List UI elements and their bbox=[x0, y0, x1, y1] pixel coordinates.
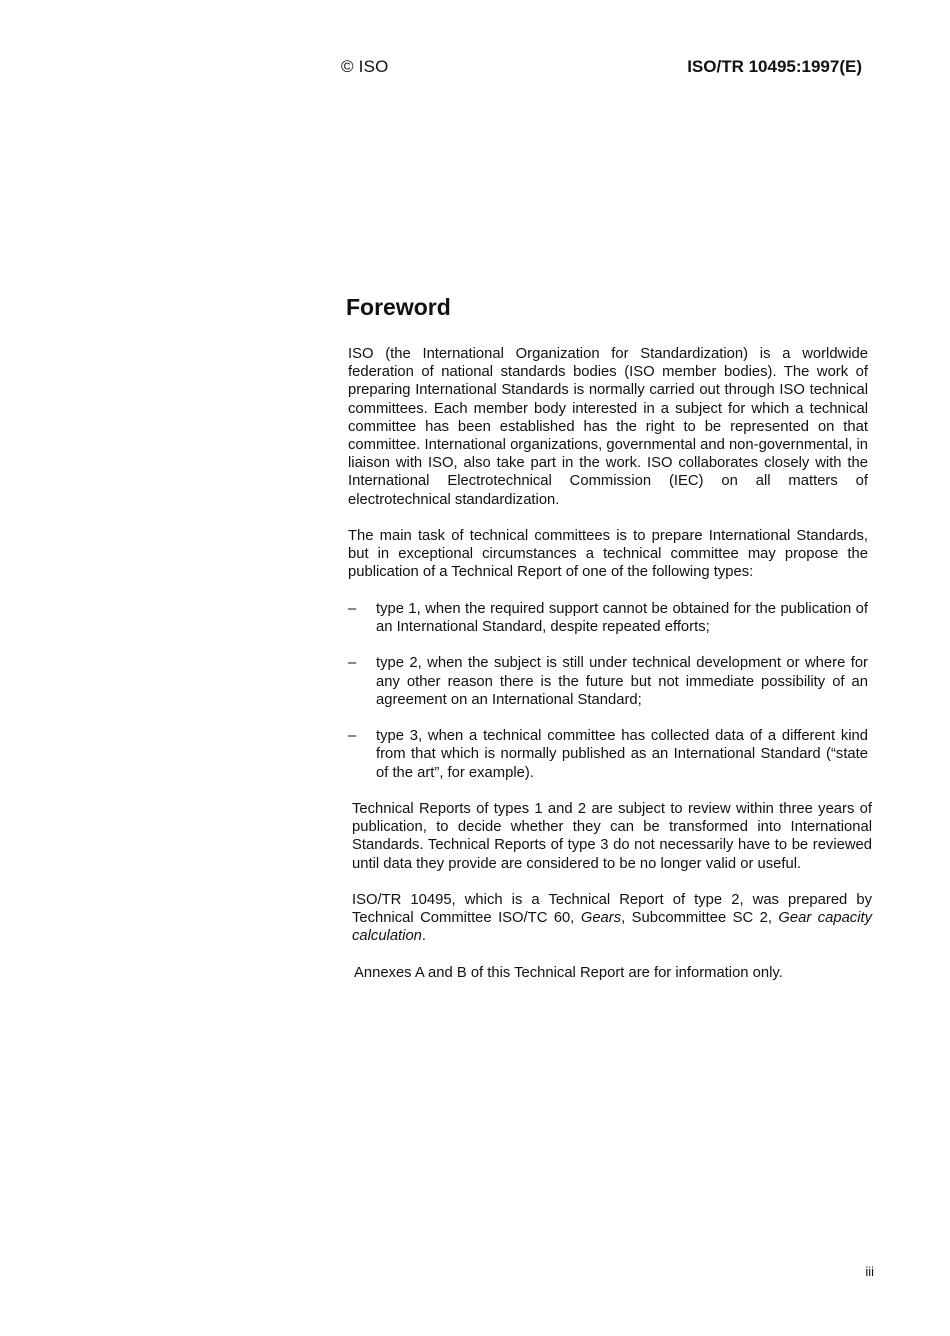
list-item bbox=[348, 727, 868, 782]
preparation-text: ISO/TR 10495, which is a Technical Report of type 2, was prepared by Technical Committee ISO/TC 60, bbox=[352, 892, 872, 927]
list-item-text: type 3, when a technical committee has collected data of a different kind from that which is normally published as an International Standard (“state of the art”, for example). bbox=[376, 728, 868, 781]
preparation-text: . bbox=[421, 928, 427, 945]
subcommittee-name: Gear capacity calculation bbox=[352, 910, 872, 945]
list-item bbox=[348, 600, 868, 636]
dash-bullet: – bbox=[348, 655, 357, 672]
foreword-body bbox=[348, 345, 872, 1000]
page-title: Foreword bbox=[346, 294, 451, 320]
paragraph-main-task: The main task of technical committees is to prepare International Standards, but in exceptional circumstances a technical committee may propose the publication of a Technical Report of one of the following types: bbox=[348, 528, 868, 581]
report-types-list bbox=[348, 600, 868, 782]
list-item-text: type 1, when the required support cannot be obtained for the publication of an International Standard, despite repeated efforts; bbox=[376, 600, 868, 636]
committee-name: Gears bbox=[580, 910, 622, 927]
dash-bullet: – bbox=[348, 600, 357, 617]
preparation-text: , Subcommittee SC 2, bbox=[621, 910, 779, 927]
paragraph-preparation bbox=[352, 891, 872, 946]
paragraph-iso-intro: ISO (the International Organization for Standardization) is a worldwide federation of national standards bodies (ISO member bodies). The work of preparing International Standards is normally carried out through ISO technical committees. Each member body interested in a subject for which a technical committee has been established has the right to be represented on that committee. International organizations, governmental and non-governmental, in liaison with ISO, also take part in the work. ISO collaborates closely with the International Electrotechnical Commission (IEC) on all matters of electrotechnical standardization. bbox=[348, 346, 868, 508]
paragraph-review: Technical Reports of types 1 and 2 are subject to review within three years of publication, to decide whether they can be transformed into International Standards. Technical Reports of type 3 do not necessarily have to be reviewed until data they provide are considered to be no longer valid or useful. bbox=[352, 801, 872, 872]
list-item bbox=[348, 654, 868, 709]
document-identifier: ISO/TR 10495:1997(E) bbox=[687, 57, 862, 76]
copyright-header: © ISO bbox=[341, 57, 389, 76]
list-item-text: type 2, when the subject is still under technical development or where for any other reason there is the future but not immediate possibility of an agreement on an International Standard; bbox=[376, 655, 868, 708]
page-number: iii bbox=[865, 1264, 874, 1279]
paragraph-annexes: Annexes A and B of this Technical Report are for information only. bbox=[354, 964, 783, 981]
dash-bullet: – bbox=[348, 728, 357, 745]
